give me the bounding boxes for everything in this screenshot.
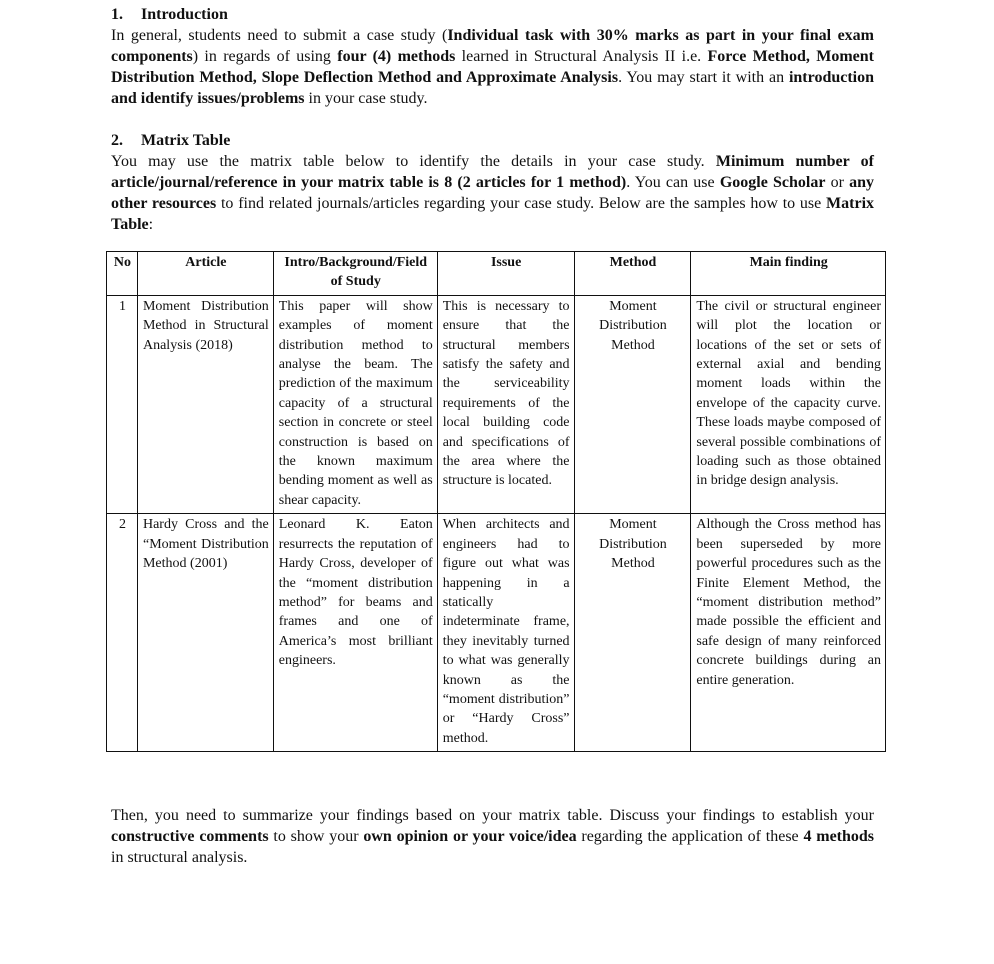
cell-issue: This is necessary to ensure that the structural members satisfy the safety and the serviceability requirements of the local building code and specifications of the area where the structure is located. [437,295,574,513]
section-heading [111,4,874,25]
cell-issue: When architects and engineers had to figure out what was happening in a statically indeterminate frame, they inevitably turned to what was generally known as the “moment distribution” or “Hardy Cross” method. [437,514,574,752]
conclusion [111,805,874,868]
cell-main-finding: The civil or structural engineer will plot the location or locations of the set or sets of external axial and bending moment loads within the envelope of the capacity curve. These loads maybe composed of several possible combinations of loading such as those obtained in bridge design analysis. [691,295,886,513]
table-row [107,295,886,513]
cell-method: Moment Distribution Method [574,295,691,513]
bold-text: 4 methods [803,828,875,845]
cell-main-finding: Although the Cross method has been superseded by more powerful procedures such as the Finite Element Method, the “moment distribution method” made possible the efficient and safe design of many reinforced concrete buildings during an entire generation. [691,514,886,752]
cell-article: Hardy Cross and the “Moment Distribution Method (2001) [137,514,273,752]
bold-text: any other resources [111,174,875,212]
text: ) in regards of using [192,48,338,65]
header-no: No [107,252,138,296]
bold-text: introduction and identify issues/problems [111,69,875,107]
text: . You can use [626,174,720,191]
text: regarding the application of these [576,828,804,845]
section-title: Matrix Table [141,132,231,149]
text: You may use the matrix table below to identify the details in your case study. [111,153,716,170]
cell-method: Moment Distribution Method [574,514,691,752]
bold-text: Google Scholar [719,174,826,191]
table-row [107,514,886,752]
text: or [825,174,850,191]
bold-text: Minimum number of article/journal/reference in your matrix table is 8 (2 articles for 1 method) [111,153,874,191]
text: learned in Structural Analysis II i.e. [455,48,708,65]
bold-text: four (4) methods [337,48,456,65]
matrix-table [106,251,886,752]
cell-intro-background: Leonard K. Eaton resurrects the reputation of Hardy Cross, developer of the “moment distribution method” for beams and frames and one of America’s most brilliant engineers. [273,514,437,752]
section-number: 1. [111,6,123,23]
cell-intro-background: This paper will show examples of moment distribution method to analyse the beam. The prediction of the maximum capacity of a structural section in concrete or steel construction is based on the known maximum bending moment as well as shear capacity. [273,295,437,513]
cell-no: 1 [107,295,138,513]
intro-paragraph [111,25,874,109]
table-header-row [107,252,886,296]
section-introduction [111,4,874,109]
bold-text: own opinion or your voice/idea [363,828,577,845]
section-number: 2. [111,132,123,149]
header-article: Article [137,252,273,296]
bold-text: Force Method, Moment Distribution Method, Slope Deflection Method and Approximate Analysis [111,48,875,86]
conclusion-paragraph [111,805,874,868]
bold-text: Individual task with 30% marks as part in your final exam components [111,27,875,65]
bold-text: constructive comments [111,828,269,845]
header-issue: Issue [437,252,574,296]
section-heading [111,130,874,151]
text: In general, students need to submit a case study ( [111,27,448,44]
header-method: Method [574,252,691,296]
text: in your case study. [304,90,428,107]
text: to show your [268,828,364,845]
text: : [148,216,154,233]
section-title: Introduction [141,6,228,23]
header-intro-background: Intro/Background/Field of Study [273,252,437,296]
bold-text: Matrix Table [111,195,875,233]
cell-article: Moment Distribution Method in Structural Analysis (2018) [137,295,273,513]
text: Then, you need to summarize your findings based on your matrix table. Discuss your findings to establish your [111,807,874,824]
header-main-finding: Main finding [691,252,886,296]
text: to find related journals/articles regarding your case study. Below are the samples how to use [216,195,827,212]
matrix-paragraph [111,151,874,235]
section-matrix-table [111,130,874,235]
text: . You may start it with an [618,69,789,86]
text: in structural analysis. [111,849,248,866]
cell-no: 2 [107,514,138,752]
